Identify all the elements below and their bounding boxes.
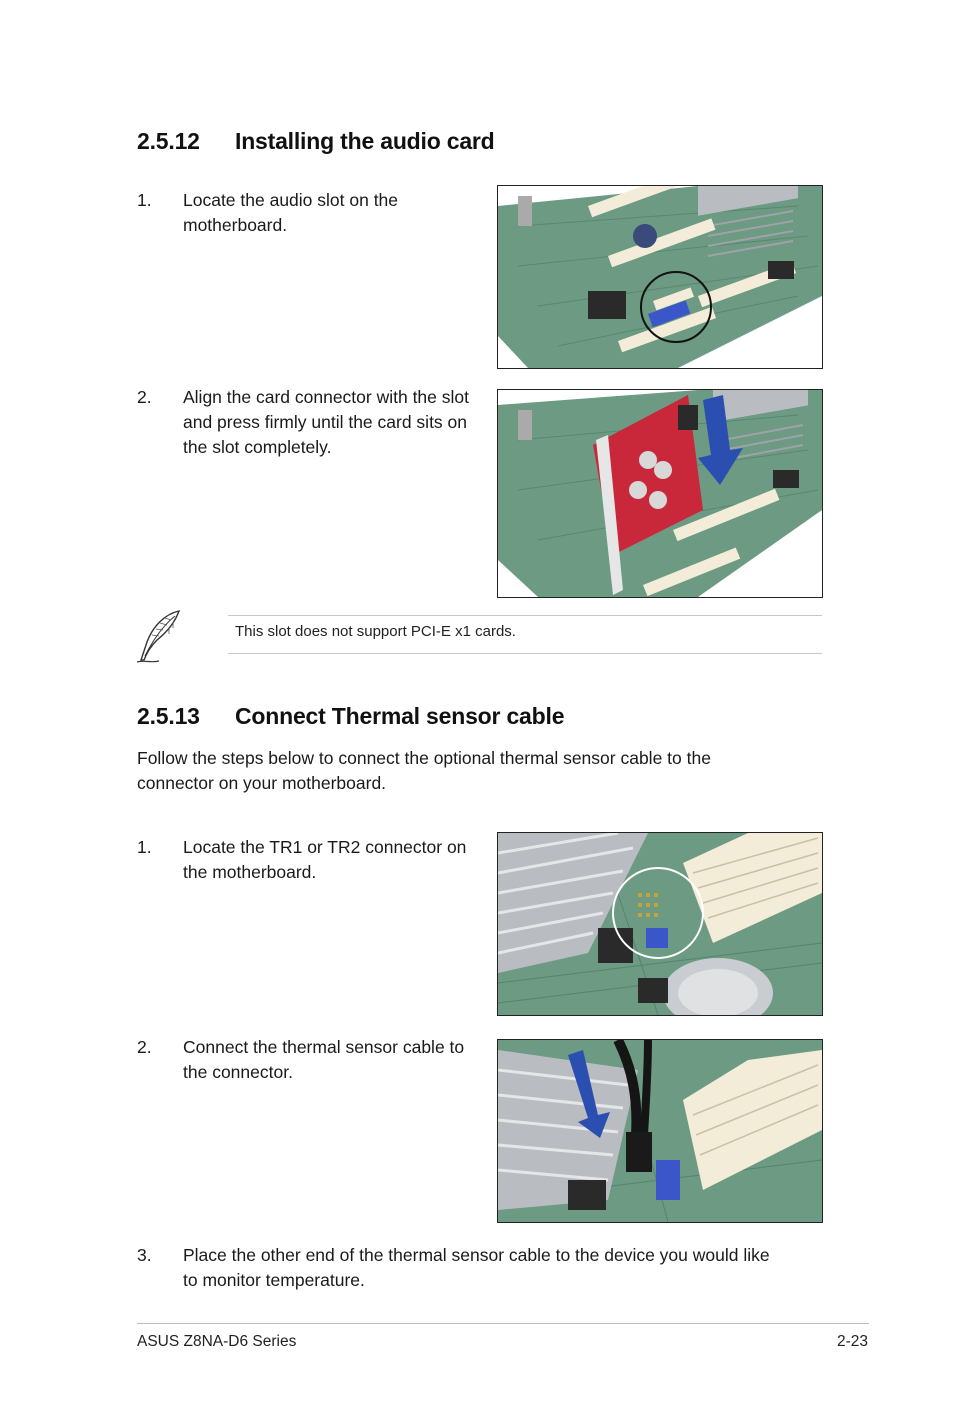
step-text-line: the slot completely. (183, 437, 332, 457)
section-number: 2.5.13 (137, 703, 200, 729)
section-title: Installing the audio card (235, 128, 495, 154)
step-number: 1. (137, 837, 152, 857)
step-text-line: to monitor temperature. (183, 1270, 365, 1290)
section-heading-2513 (137, 703, 564, 730)
note-text: This slot does not support PCI-E x1 cards. (235, 623, 516, 640)
section-number: 2.5.12 (137, 128, 200, 154)
footer-rule (137, 1323, 869, 1324)
step-text-line: Place the other end of the thermal sensor cable to the device you would like (183, 1245, 770, 1265)
audio-card-install-photo (497, 389, 823, 598)
intro-line: Follow the steps below to connect the optional thermal sensor cable to the (137, 748, 711, 768)
step-text (183, 1035, 493, 1085)
step-text-line: Align the card connector with the slot (183, 387, 469, 407)
feather-pen-icon (135, 608, 183, 664)
step-text-line: Locate the audio slot on the (183, 190, 399, 210)
step-text (183, 188, 483, 238)
step-text-line: the motherboard. (183, 862, 317, 882)
step-text-line: Locate the TR1 or TR2 connector on (183, 837, 467, 857)
note-bottom-rule (228, 653, 822, 654)
intro-line: connector on your motherboard. (137, 773, 387, 793)
note-top-rule (228, 615, 822, 616)
step-number: 1. (137, 190, 152, 210)
step-text-line: motherboard. (183, 215, 288, 235)
step-text-line: the connector. (183, 1062, 293, 1082)
section-title: Connect Thermal sensor cable (235, 703, 565, 729)
intro-paragraph (137, 746, 827, 796)
step-number: 3. (137, 1245, 152, 1265)
section-heading-2512 (137, 128, 495, 155)
step-text-line: and press firmly until the card sits on (183, 412, 468, 432)
thermal-cable-connect-photo (497, 1039, 823, 1223)
footer-left: ASUS Z8NA-D6 Series (137, 1333, 297, 1350)
step-text (183, 385, 493, 460)
step-text (183, 1243, 833, 1293)
footer-page-number: 2-23 (836, 1333, 868, 1350)
step-number: 2. (137, 387, 152, 407)
step-text-line: Connect the thermal sensor cable to (183, 1037, 465, 1057)
step-number: 2. (137, 1037, 152, 1057)
audio-slot-photo (497, 185, 823, 369)
step-text (183, 835, 493, 885)
thermal-connector-photo (497, 832, 823, 1016)
